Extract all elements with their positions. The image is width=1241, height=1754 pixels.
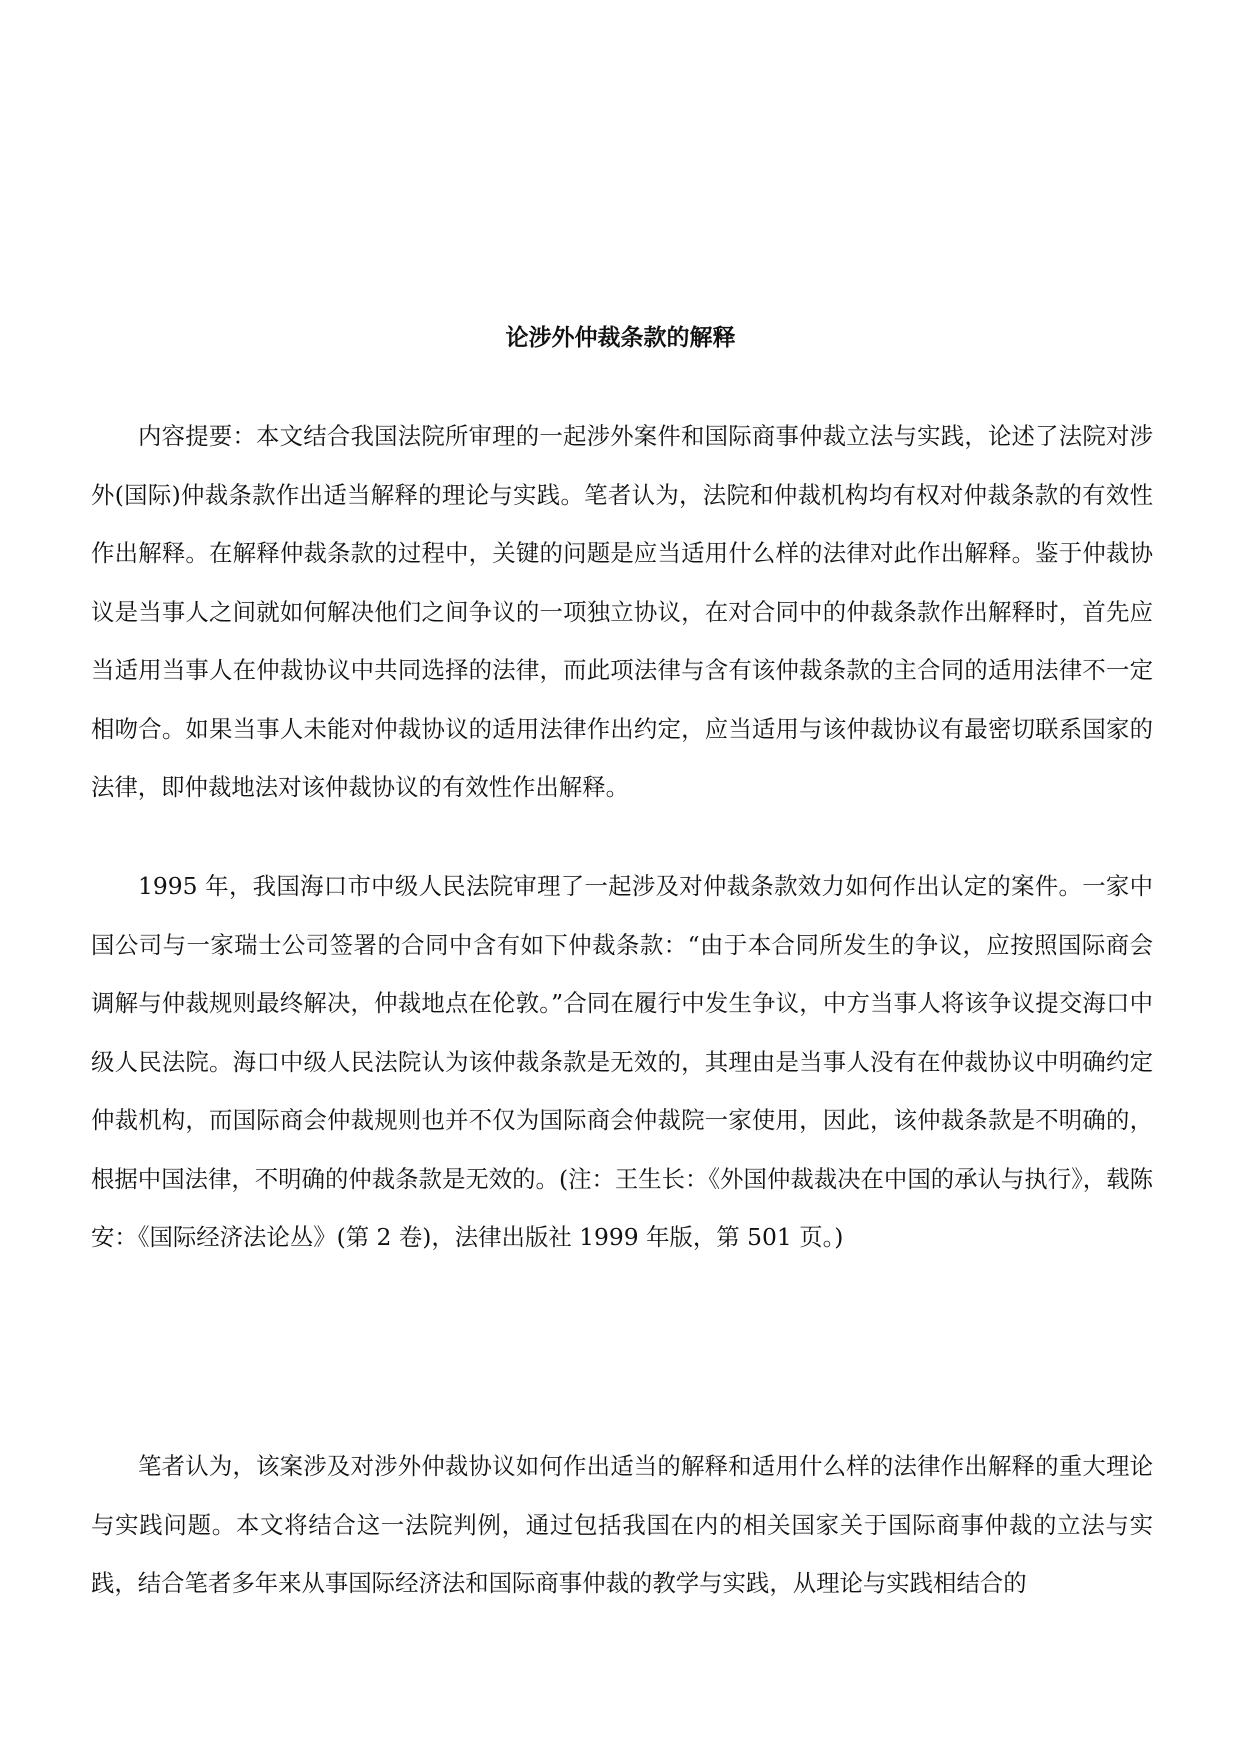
introduction-paragraph: 笔者认为，该案涉及对涉外仲裁协议如何作出适当的解释和适用什么样的法律作出解释的重大理论与实践问题。本文将结合这一法院判例，通过包括我国在内的相关国家关于国际商事仲裁的立法与实践，结合笔者多年来从事国际经济法和国际商事仲裁的教学与实践，从理论与实践相结合的 (91, 1452, 1153, 1597)
abstract-paragraph: 内容提要：本文结合我国法院所审理的一起涉外案件和国际商事仲裁立法与实践，论述了法院对涉外(国际)仲裁条款作出适当解释的理论与实践。笔者认为，法院和仲裁机构均有权对仲裁条款的有效性作出解释。在解释仲裁条款的过程中，关键的问题是应当适用什么样的法律对此作出解释。鉴于仲裁协议是当事人之间就如何解决他们之间争议的一项独立协议，在对合同中的仲裁条款作出解释时，首先应当适用当事人在仲裁协议中共同选择的法律，而此项法律与含有该仲裁条款的主合同的适用法律不一定相吻合。如果当事人未能对仲裁协议的适用法律作出约定，应当适用与该仲裁协议有最密切联系国家的法律，即仲裁地法对该仲裁协议的有效性作出解释。 (91, 422, 1153, 801)
case-paragraph: 1995 年，我国海口市中级人民法院审理了一起涉及对仲裁条款效力如何作出认定的案件。一家中国公司与一家瑞士公司签署的合同中含有如下仲裁条款：“由于本合同所发生的争议，应按照国际商会调解与仲裁规则最终解决，仲裁地点在伦敦。”合同在履行中发生争议，中方当事人将该争议提交海口中级人民法院。海口中级人民法院认为该仲裁条款是无效的，其理由是当事人没有在仲裁协议中明确约定仲裁机构，而国际商会仲裁规则也并不仅为国际商会仲裁院一家使用，因此，该仲裁条款是不明确的，根据中国法律，不明确的仲裁条款是无效的。(注：王生长：《外国仲裁裁决在中国的承认与执行》，载陈安：《国际经济法论丛》(第 2 卷)，法律出版社 1999 年版，第 501 页。) (91, 872, 1153, 1251)
document-title: 论涉外仲裁条款的解释 (505, 325, 736, 351)
